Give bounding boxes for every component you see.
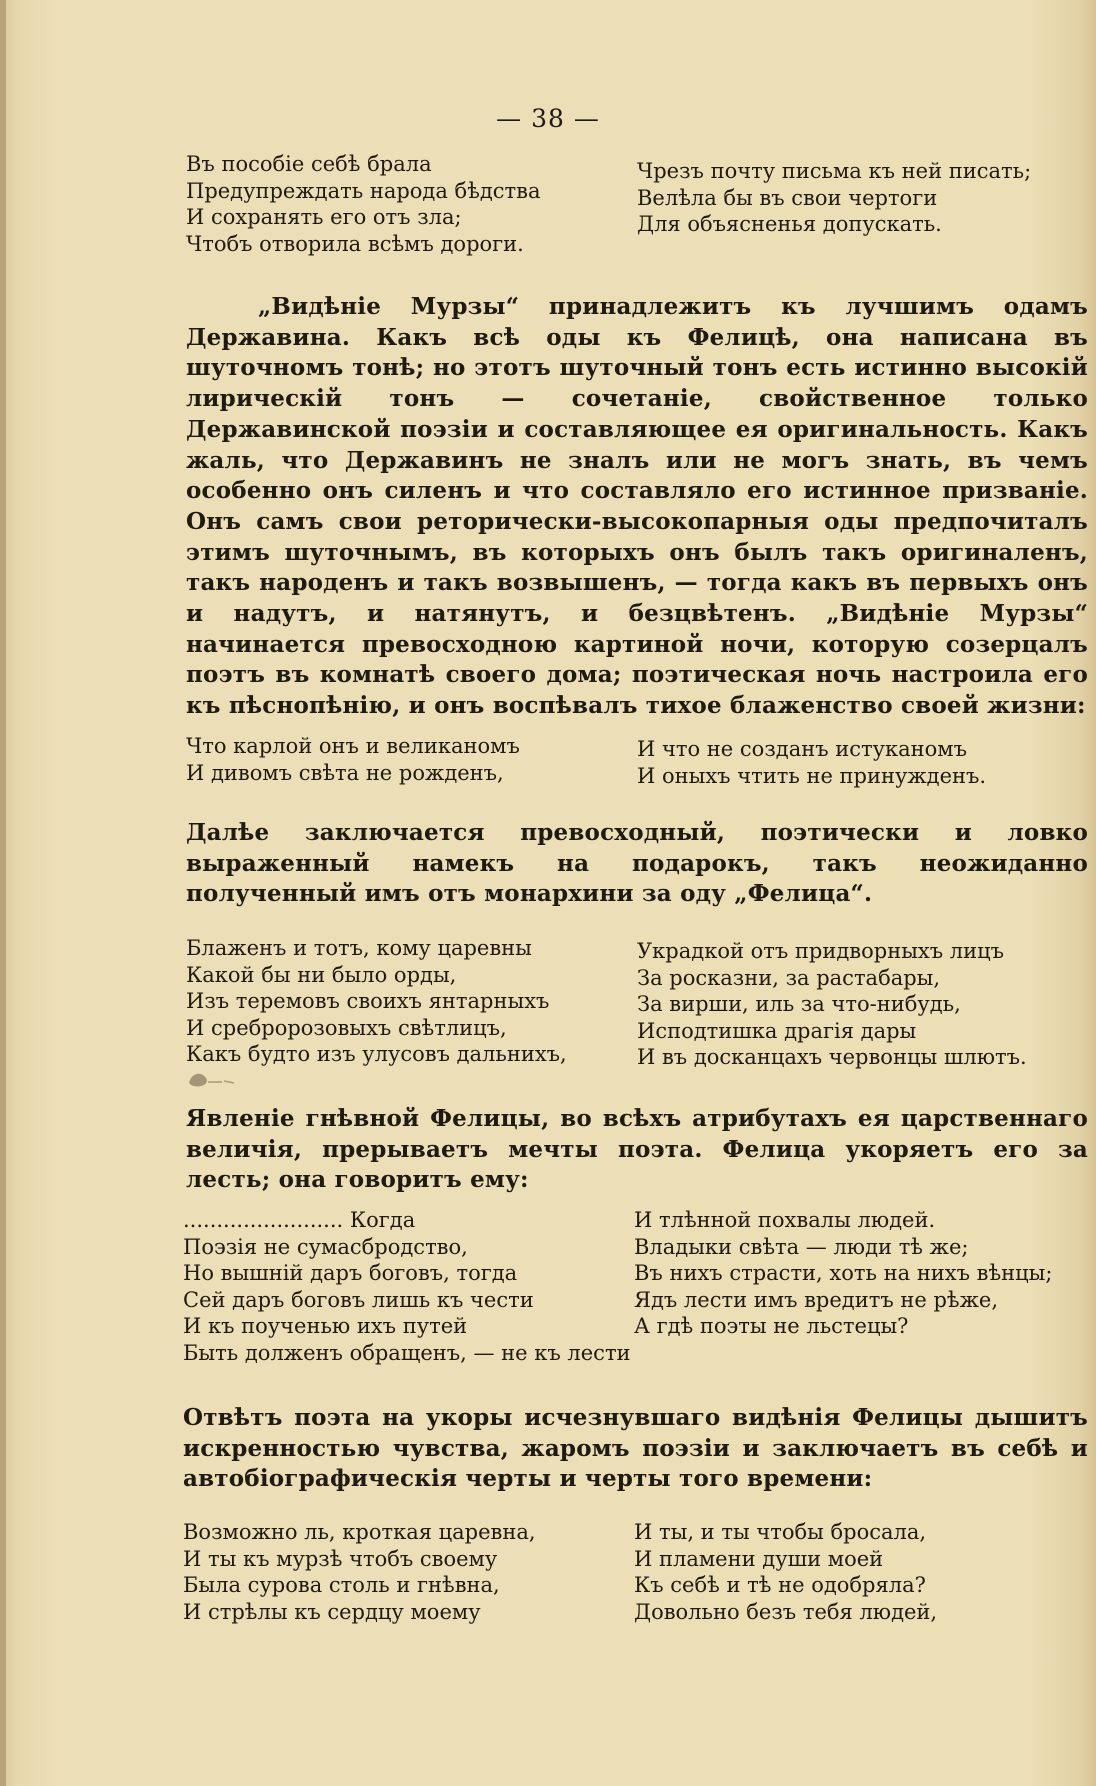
- verse-line: И дивомъ свѣта не рожденъ,: [186, 760, 504, 785]
- verse-line: Предупреждать народа бѣдства: [186, 178, 541, 203]
- verse-line: Блаженъ и тотъ, кому царевны: [186, 936, 532, 960]
- verse-line: За вирши, иль за что-нибудь,: [637, 992, 961, 1016]
- verse-line: Что карлой онъ и великаномъ: [186, 734, 520, 758]
- verse-line: И ты, и ты чтобы бросала,: [634, 1520, 927, 1544]
- verse-line: Украдкой отъ придворныхъ лицъ: [637, 939, 1004, 963]
- verse-right-column: [634, 1207, 1083, 1366]
- verse-line: Для объясненья допускать.: [637, 212, 942, 236]
- verse-line: И къ поученью ихъ путей: [183, 1314, 468, 1338]
- paragraph-text: Отвѣтъ поэта на укоры исчезнувшаго видѣнія Фелицы дышитъ искренностью чувства, жаромъ поэзіи и заключаетъ въ себѣ и автобіографическія черты и черты того времени:: [183, 1404, 1088, 1493]
- verse-line: ........................ Когда: [183, 1208, 416, 1232]
- verse-right-column: [637, 151, 1086, 257]
- verse-line: И тлѣнной похвалы людей.: [634, 1208, 936, 1232]
- verse-line: И пламени души моей: [634, 1546, 884, 1571]
- verse-line: И сохранять его отъ зла;: [186, 205, 462, 229]
- verse-line: Чрезъ почту письма къ ней писать;: [637, 159, 1032, 183]
- verse-right-column: [637, 733, 1086, 789]
- verse-line: Чтобъ отворила всѣмъ дороги.: [186, 231, 524, 256]
- page-binding-edge: [0, 0, 6, 1786]
- verse-line: А гдѣ поэты не льстецы?: [634, 1314, 909, 1338]
- paragraph-text: Далѣе заключается превосходный, поэтически и ловко выраженный намекъ на подарокъ, такъ неожиданно полученный имъ отъ монархини за оду „Фелица“.: [186, 819, 1088, 908]
- verse-line: И ты къ мурзѣ чтобъ своему: [183, 1546, 498, 1571]
- verse-stanza-5: [183, 1519, 1083, 1625]
- verse-line: Возможно ль, кроткая царевна,: [183, 1520, 536, 1544]
- verse-line: Но вышній даръ боговъ, тогда: [183, 1261, 518, 1285]
- verse-line: Какъ будто изъ улусовъ дальнихъ,: [186, 1042, 567, 1066]
- page-number: — 38 —: [496, 104, 600, 133]
- verse-line: Владыки свѣта — люди тѣ же;: [634, 1234, 969, 1259]
- verse-line: Была сурова столь и гнѣвна,: [183, 1573, 500, 1597]
- verse-line: Поэзія не сумасбродство,: [183, 1234, 468, 1259]
- verse-stanza-1: [186, 151, 1086, 257]
- verse-left-column: [183, 1207, 634, 1366]
- verse-left-column: [183, 1519, 634, 1625]
- verse-left-column: [186, 733, 637, 789]
- verse-line: И стрѣлы къ сердцу моему: [183, 1599, 481, 1624]
- verse-right-column: [634, 1519, 1083, 1625]
- verse-line: Къ себѣ и тѣ не одобряла?: [634, 1573, 926, 1597]
- verse-line: Въ пособіе себѣ брала: [186, 152, 432, 176]
- verse-line: За росказни, за растабары,: [637, 965, 941, 990]
- verse-line: Изъ теремовъ своихъ янтарныхъ: [186, 989, 550, 1013]
- verse-line: И въ досканцахъ червонцы шлютъ.: [637, 1045, 1027, 1069]
- prose-paragraph-1: [186, 292, 1088, 722]
- verse-line: Велѣла бы въ свои чертоги: [637, 185, 938, 210]
- verse-line: Какой бы ни было орды,: [186, 962, 457, 987]
- paragraph-text: Явленіе гнѣвной Фелицы, во всѣхъ атрибутахъ ея царственнаго величія, прерываетъ мечты поэта. Фелица укоряетъ его за лесть; она говоритъ ему:: [186, 1105, 1088, 1194]
- verse-line: Исподтишка драгія дары: [637, 1018, 917, 1043]
- verse-right-column: [637, 935, 1086, 1071]
- verse-stanza-2: [186, 733, 1086, 789]
- prose-paragraph-3: [186, 1104, 1088, 1196]
- verse-line: Сей даръ боговъ лишь къ чести: [183, 1287, 534, 1312]
- verse-stanza-3: [186, 935, 1086, 1071]
- verse-line: Въ нихъ страсти, хоть на нихъ вѣнцы;: [634, 1261, 1053, 1285]
- verse-line: И оныхъ чтить не принужденъ.: [637, 763, 987, 788]
- verse-line: Быть долженъ обращенъ, — не къ лести: [183, 1340, 631, 1365]
- prose-paragraph-2: [186, 818, 1088, 910]
- verse-line: Ядъ лести имъ вредитъ не рѣже,: [634, 1287, 999, 1312]
- verse-line: Довольно безъ тебя людей,: [634, 1599, 938, 1624]
- verse-left-column: [186, 151, 637, 257]
- paragraph-text: „Видѣніе Мурзы“ принадлежитъ къ лучшимъ одамъ Державина. Какъ всѣ оды къ Фелицѣ, она написана въ шуточномъ тонѣ; но этотъ шуточный тонъ есть истинно высокій лирическій тонъ — сочетаніе, свойственное только Державинской поэзіи и составляющее ея оригинальность. Какъ жаль, что Державинъ не зналъ или не могъ знать, въ чемъ особенно онъ силенъ и что составляло его истинное призваніе. Онъ самъ свои реторически-высокопарныя оды предпочиталъ этимъ шуточнымъ, въ которыхъ онъ былъ такъ оригиналенъ, такъ народенъ и такъ возвышенъ, — тогда какъ въ первыхъ онъ и надутъ, и натянутъ, и безцвѣтенъ. „Видѣніе Мурзы“ начинается превосходною картиной ночи, которую созерцалъ поэтъ въ комнатѣ своего дома; поэтическая ночь настроила его къ пѣснопѣнію, и онъ воспѣвалъ тихое блаженство своей жизни:: [186, 293, 1088, 720]
- ink-blot-ornament: [188, 1070, 246, 1092]
- verse-stanza-4: [183, 1207, 1083, 1366]
- verse-left-column: [186, 935, 637, 1071]
- verse-line: И что не созданъ истуканомъ: [637, 737, 967, 761]
- verse-line: И сребророзовыхъ свѣтлицъ,: [186, 1015, 507, 1040]
- prose-paragraph-4: [183, 1403, 1088, 1495]
